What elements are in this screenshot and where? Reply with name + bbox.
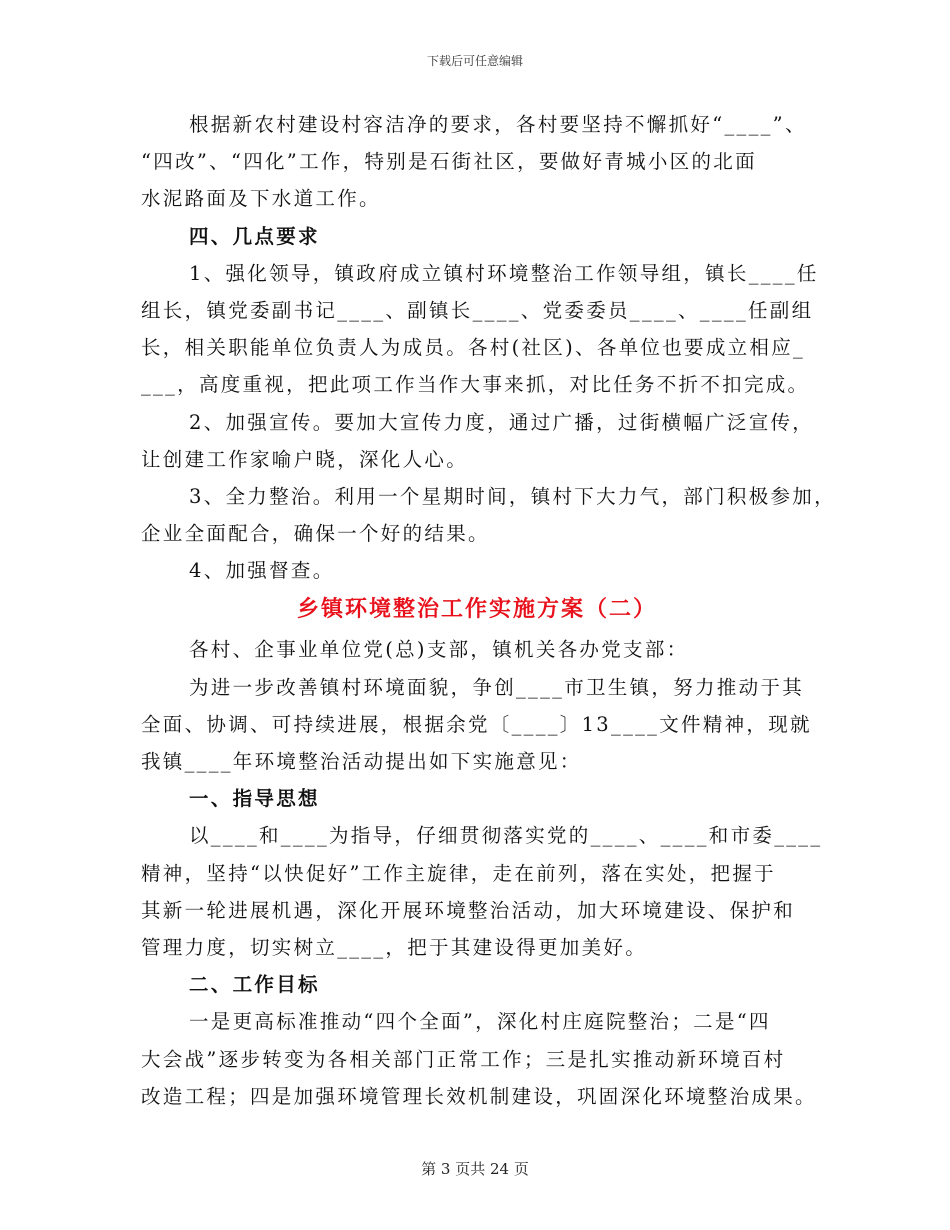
paragraph — [141, 817, 823, 966]
paragraph-line: 精神，坚持“以快促好”工作主旋律，走在前列，落在实处，把握于 — [141, 861, 776, 885]
paragraph-line: 4、加强督查。 — [189, 559, 335, 583]
paragraph-line: 全面、协调、可持续进展，根据余党〔____〕13____文件精神，现就 — [141, 712, 812, 736]
paragraph-line: 1、强化领导，镇政府成立镇村环境整治工作领导组，镇长____任 — [189, 261, 819, 285]
paragraph-line: 一是更高标准推动“四个全面”，深化村庄庭院整治；二是“四 — [189, 1010, 771, 1034]
paragraph — [141, 669, 813, 781]
paragraph-line: 2、加强宣传。要加大宣传力度，通过广播，过街横幅广泛宣传， — [189, 410, 815, 434]
paragraph-line: 为进一步改善镇村环境面貌，争创____市卫生镇，努力推动于其 — [189, 675, 805, 699]
document-body — [141, 106, 836, 1115]
paragraph-line: 根据新农村建设村容洁净的要求，各村要坚持不懈抓好“____”、 — [189, 113, 807, 136]
paragraph-line: 3、全力整治。利用一个星期时间，镇村下大力气，部门积极参加， — [189, 484, 836, 508]
paragraph-line: ___，高度重视，把此项工作当作大事来抓，对比任务不折不扣完成。 — [141, 373, 810, 397]
page-footer: 第 3 页共 24 页 — [421, 1160, 529, 1178]
paragraph-line: 改造工程；四是加强环境管理长效机制建设，巩固深化环境整治成果。 — [141, 1084, 817, 1108]
paragraph-line: 组长，镇党委副书记____、副镇长____、党委委员____、____任副组 — [141, 298, 814, 322]
page-header: 下载后可任意编辑 — [426, 54, 523, 68]
paragraph-line: 各村、企事业单位党(总)支部，镇机关各办党支部： — [189, 638, 689, 662]
paragraph-line: 我镇____年环境整治活动提出如下实施意见： — [141, 750, 582, 773]
paragraph-line: 管理力度，切实树立____，把于其建设得更加美好。 — [141, 935, 647, 959]
paragraph-line: 以____和____为指导，仔细贯彻落实党的____、____和市委____ — [189, 824, 823, 848]
paragraph-line: 让创建工作家喻户晓，深化人心。 — [141, 447, 469, 471]
section-heading: 四、几点要求 — [189, 224, 320, 248]
paragraph — [141, 552, 813, 589]
paragraph-line: 大会战”逐步转变为各相关部门正常工作；三是扎实推动新环境百村 — [141, 1047, 786, 1071]
paragraph-line: 长，相关职能单位负责人为成员。各村(社区)、各单位也要成立相应_ — [141, 336, 806, 360]
paragraph-line: “四改”、“四化”工作，特别是石街社区，要做好青城小区的北面 — [141, 150, 757, 174]
section-heading: 二、工作目标 — [189, 973, 320, 997]
paragraph-line: 水泥路面及下水道工作。 — [141, 187, 381, 211]
paragraph — [141, 1003, 817, 1115]
section-heading: 一、指导思想 — [189, 787, 320, 811]
paragraph-line: 企业全面配合，确保一个好的结果。 — [141, 522, 490, 546]
section-title: 乡镇环境整治工作实施方案（二） — [296, 597, 657, 623]
paragraph — [141, 631, 813, 668]
paragraph — [141, 255, 819, 404]
paragraph — [141, 478, 836, 552]
paragraph-line: 其新一轮进展机遇，深化开展环境整治活动，加大环境建设、保护和 — [141, 898, 796, 922]
paragraph — [141, 106, 813, 218]
paragraph — [141, 404, 813, 478]
